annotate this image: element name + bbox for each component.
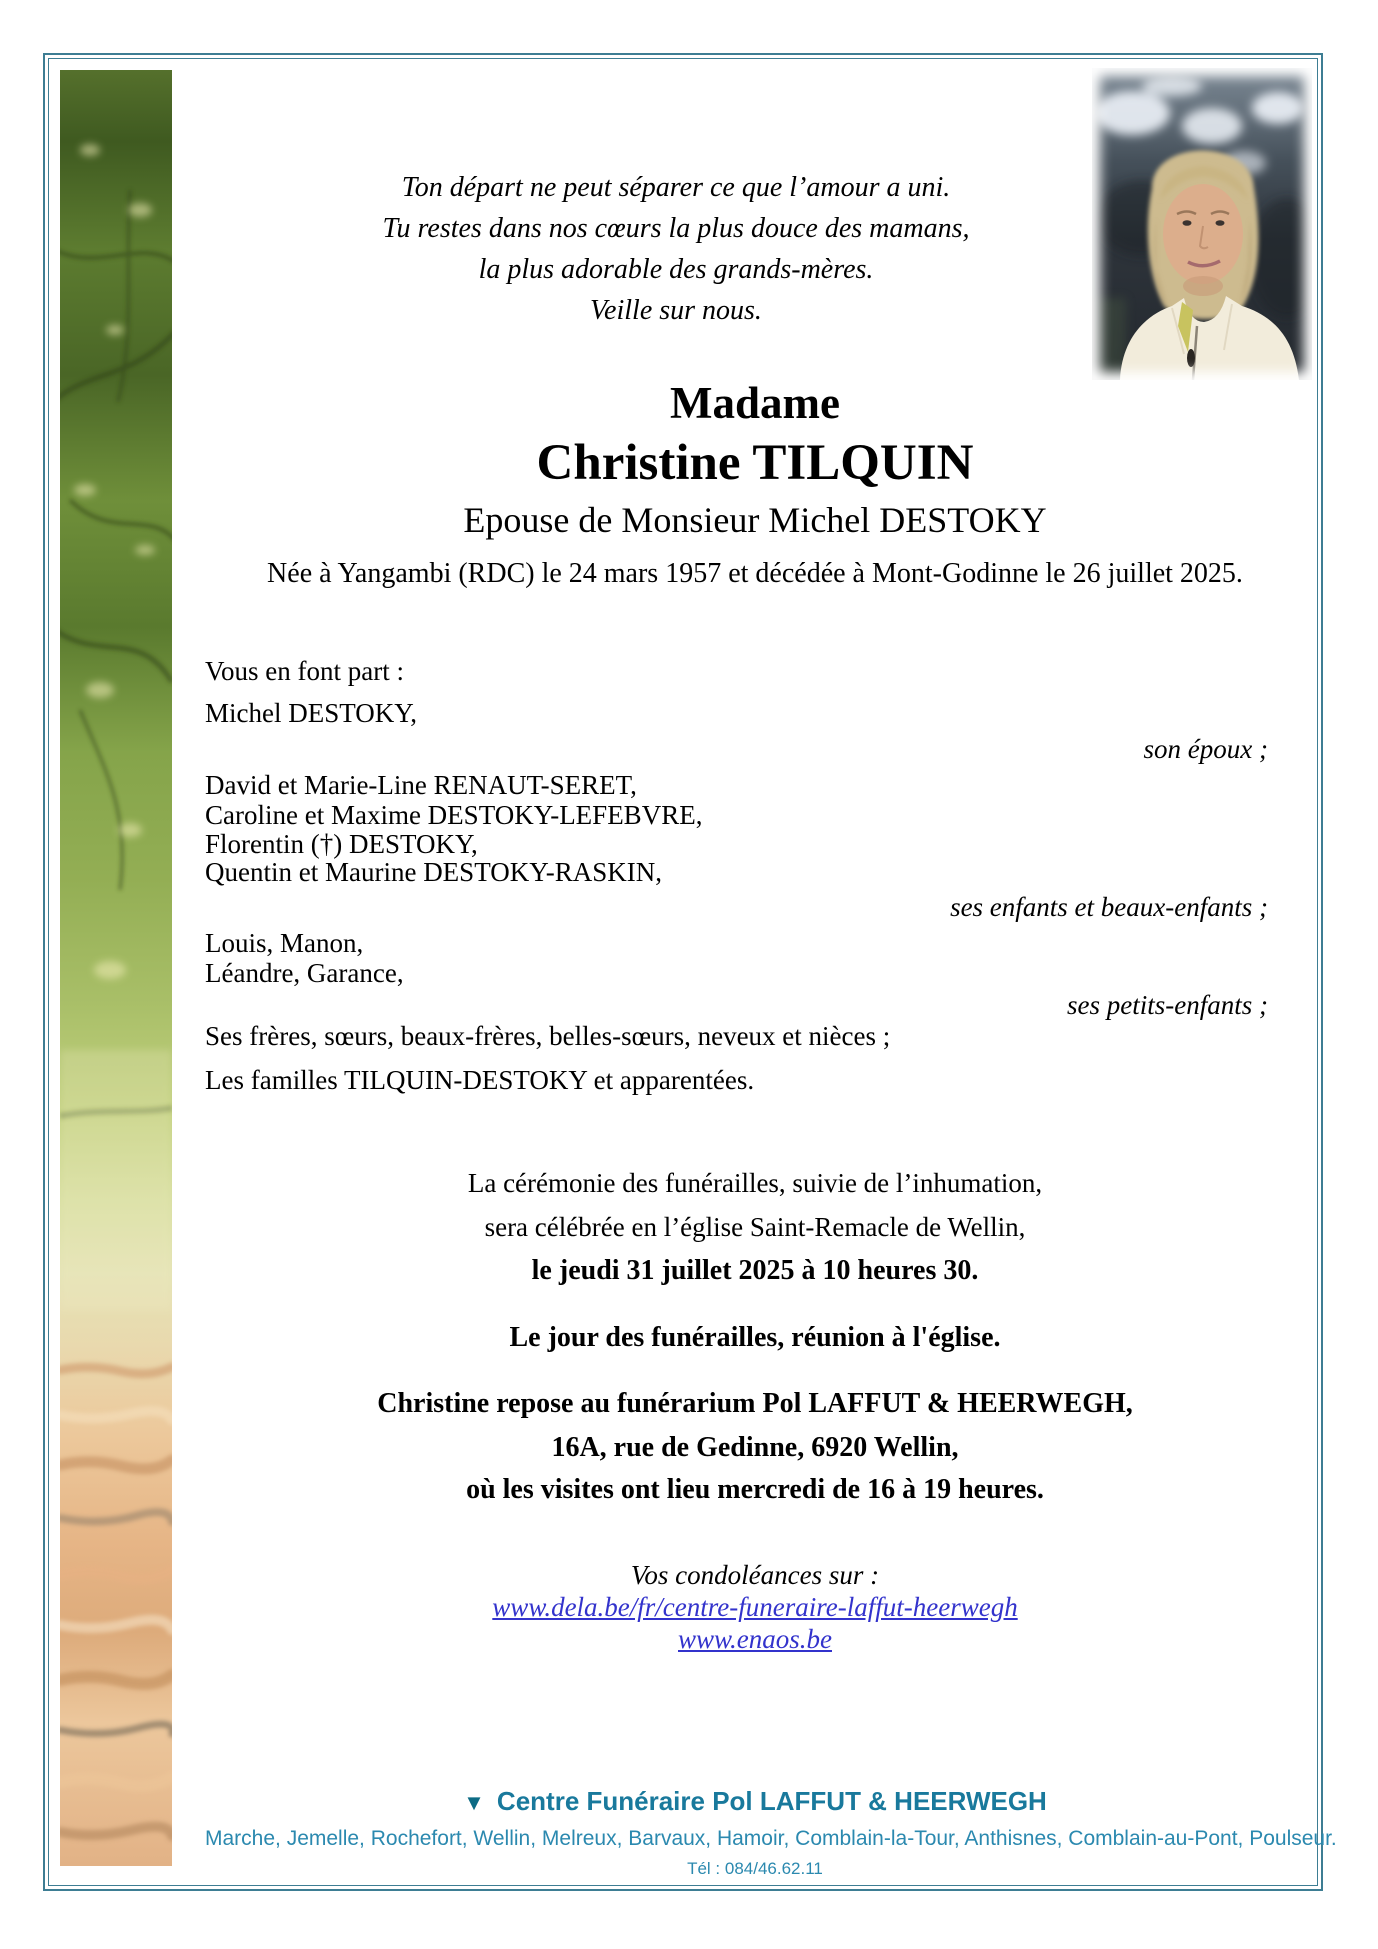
quote-line: Ton départ ne peut séparer ce que l’amour a uni.: [401, 172, 951, 203]
grandchild-line: Louis, Manon,: [205, 928, 364, 958]
deceased-title: Madame: [670, 378, 840, 428]
funeral-home-phone: Tél : 084/46.62.11: [687, 1859, 823, 1878]
husband-line: Michel DESTOKY,: [205, 698, 418, 728]
child-line: Quentin et Maurine DESTOKY-RASKIN,: [205, 857, 662, 887]
spouse-line: Epouse de Monsieur Michel DESTOKY: [463, 500, 1047, 540]
repose-line-3: où les visites ont lieu mercredi de 16 à 19 heures.: [466, 1474, 1044, 1505]
child-line: David et Marie-Line RENAUT-SERET,: [205, 770, 637, 800]
quote-line: la plus adorable des grands-mères.: [478, 254, 874, 285]
grandchild-line: Léandre, Garance,: [205, 958, 404, 988]
quote-line: Tu restes dans nos cœurs la plus douce des mamans,: [382, 213, 970, 244]
repose-line-2: 16A, rue de Gedinne, 6920 Wellin,: [551, 1432, 959, 1463]
funeral-home-name: Centre Funéraire Pol LAFFUT & HEERWEGH: [496, 1786, 1047, 1816]
ceremony-line-1: La cérémonie des funérailles, suivie de l’inhumation,: [467, 1168, 1043, 1198]
ceremony-line-2: sera célébrée en l’église Saint-Remacle de Wellin,: [484, 1212, 1026, 1242]
child-line: Caroline et Maxime DESTOKY-LEFEBVRE,: [205, 800, 703, 830]
condolences-label: Vos condoléances sur :: [630, 1560, 880, 1590]
condolence-link-row: [205, 1592, 1305, 1623]
siblings-line: Ses frères, sœurs, beaux-frères, belles-sœurs, neveux et nièces ;: [205, 1021, 891, 1051]
child-line: Florentin (†) DESTOKY,: [205, 829, 478, 859]
funeral-home-heading: [205, 1787, 1305, 1817]
funeral-home-logo-icon: ▼: [463, 1790, 485, 1815]
families-line: Les familles TILQUIN-DESTOKY et apparentées.: [205, 1065, 755, 1095]
condolence-link-dela[interactable]: www.dela.be/fr/centre-funeraire-laffut-heerwegh: [492, 1592, 1018, 1622]
reunion-line: Le jour des funérailles, réunion à l'église.: [509, 1322, 1001, 1353]
relation-husband: son époux ;: [1143, 734, 1268, 764]
funeral-home-locations: Marche, Jemelle, Rochefort, Wellin, Melreux, Barvaux, Hamoir, Comblain-la-Tour, Anthisnes, Comblain-au-Pont, Poulseur.: [205, 1827, 1337, 1850]
deceased-name: Christine TILQUIN: [536, 435, 974, 491]
relation-children: ses enfants et beaux-enfants ;: [950, 892, 1268, 922]
announcement-intro: Vous en font part :: [205, 656, 404, 686]
relation-grandchildren: ses petits-enfants ;: [1067, 990, 1268, 1020]
ceremony-date-line: le jeudi 31 juillet 2025 à 10 heures 30.: [531, 1255, 979, 1286]
birth-death-line: Née à Yangambi (RDC) le 24 mars 1957 et décédée à Mont-Godinne le 26 juillet 2025.: [267, 558, 1243, 589]
quote-line: Veille sur nous.: [590, 295, 762, 326]
condolence-link-enaos[interactable]: www.enaos.be: [678, 1624, 832, 1654]
forest-path-image: [60, 70, 172, 1866]
condolence-link-row: [205, 1624, 1305, 1655]
repose-line-1: Christine repose au funérarium Pol LAFFUT & HEERWEGH,: [377, 1388, 1133, 1419]
